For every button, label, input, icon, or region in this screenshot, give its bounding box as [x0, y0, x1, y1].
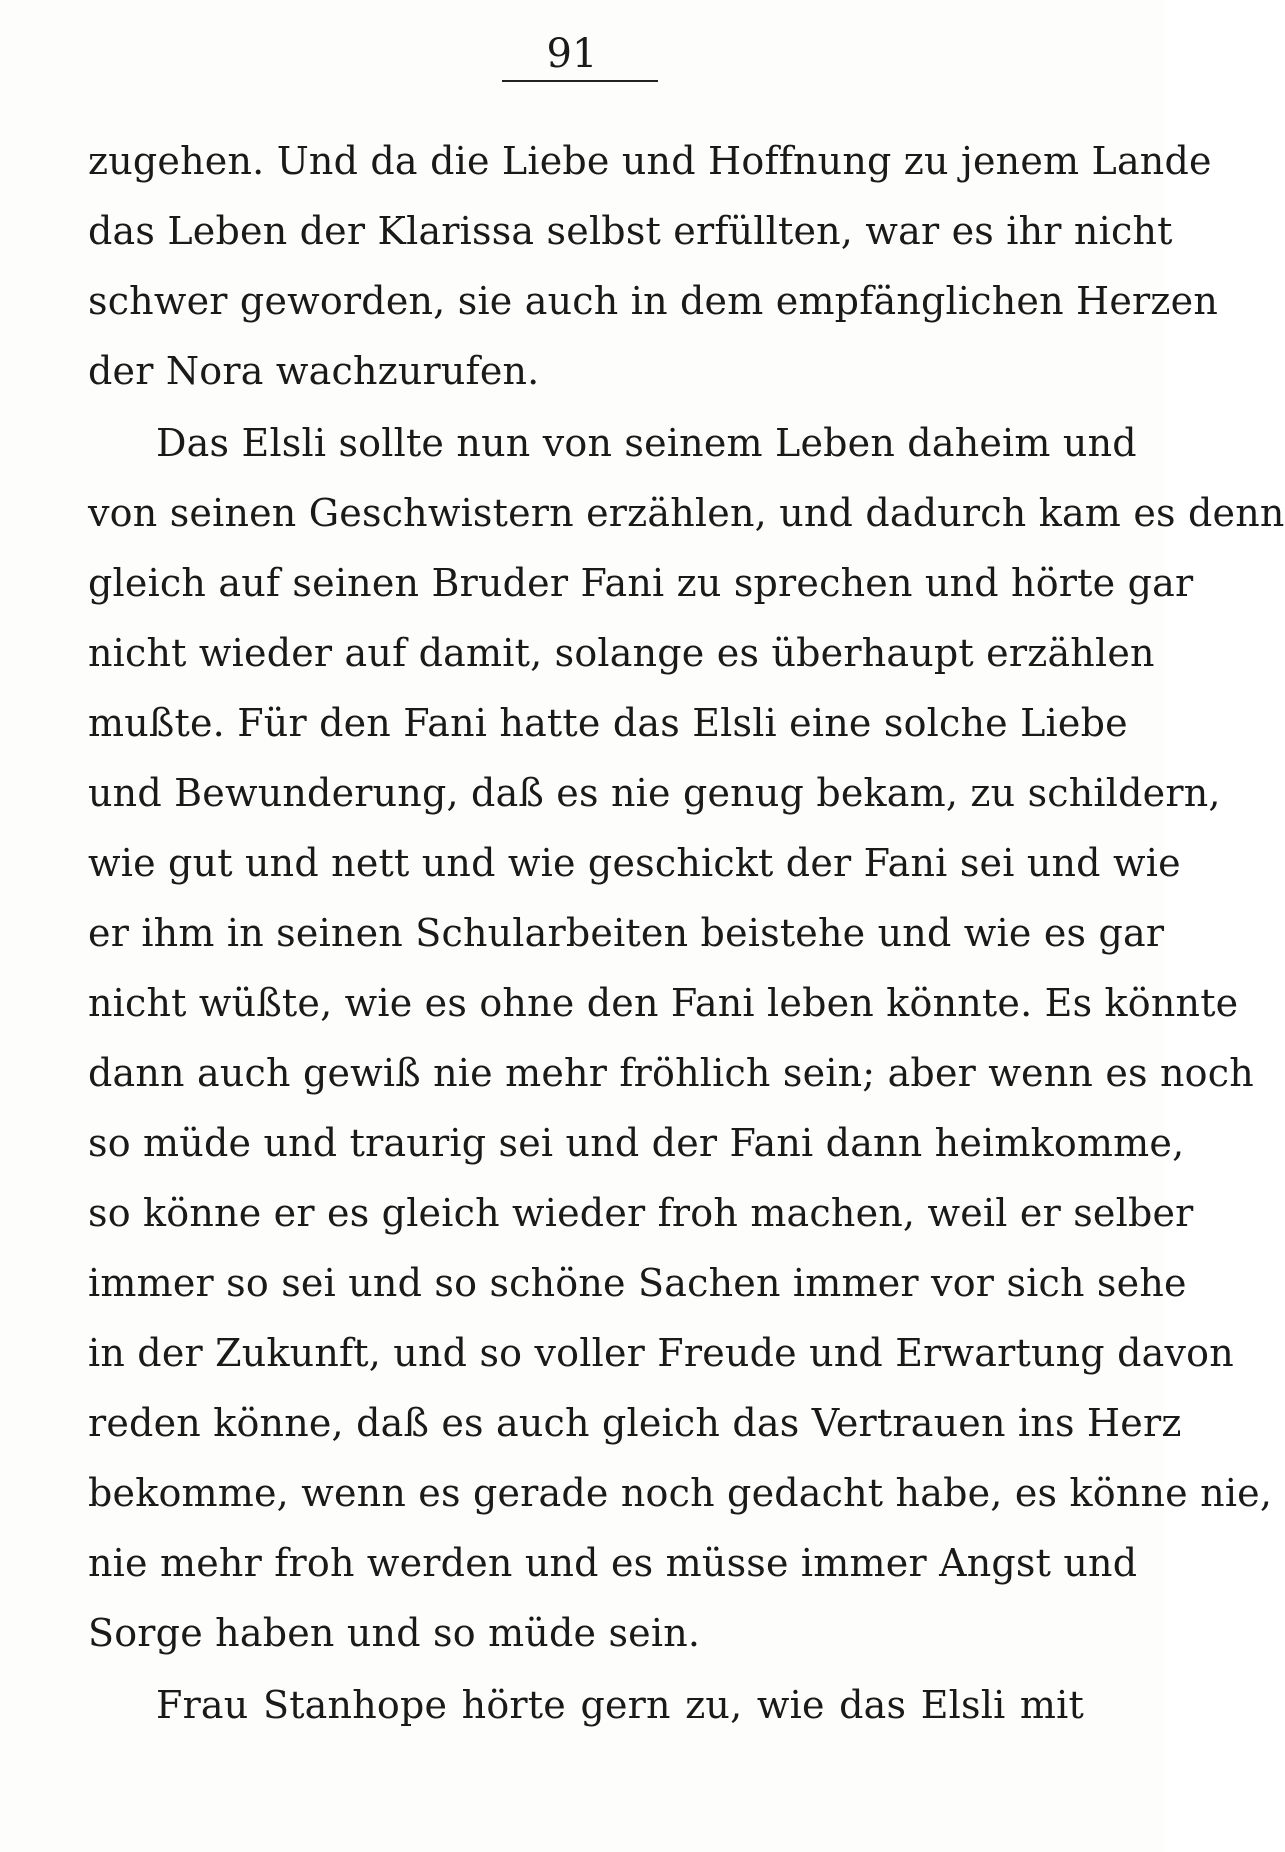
text-line: wie gut und nett und wie geschickt der Fani sei und wie	[88, 841, 1181, 885]
text-line: reden könne, daß es auch gleich das Vertrauen ins Herz	[88, 1401, 1182, 1445]
text-line: und Bewunderung, daß es nie genug bekam, zu schildern,	[88, 771, 1221, 815]
text-line: gleich auf seinen Bruder Fani zu sprechen und hörte gar	[88, 561, 1194, 605]
text-line: das Leben der Klarissa selbst erfüllten, war es ihr nicht	[88, 209, 1173, 253]
text-line: nicht wieder auf damit, solange es überhaupt erzählen	[88, 631, 1155, 675]
text-line: so müde und traurig sei und der Fani dann heimkomme,	[88, 1121, 1185, 1165]
text-line: Sorge haben und so müde sein.	[88, 1611, 701, 1655]
text-line: schwer geworden, sie auch in dem empfänglichen Herzen	[88, 279, 1219, 323]
text-line: Frau Stanhope hörte gern zu, wie das Elsli mit	[156, 1683, 1084, 1727]
text-line: er ihm in seinen Schularbeiten beistehe und wie es gar	[88, 911, 1165, 955]
text-line: Das Elsli sollte nun von seinem Leben daheim und	[156, 421, 1137, 465]
text-line: immer so sei und so schöne Sachen immer vor sich sehe	[88, 1261, 1187, 1305]
text-line: in der Zukunft, und so voller Freude und Erwartung davon	[88, 1331, 1234, 1375]
body-text	[88, 126, 1285, 1740]
text-line: nicht wüßte, wie es ohne den Fani leben könnte. Es könnte	[88, 981, 1239, 1025]
text-line: von seinen Geschwistern erzählen, und dadurch kam es denn	[88, 491, 1285, 535]
text-line: zugehen. Und da die Liebe und Hoffnung zu jenem Lande	[88, 139, 1212, 183]
text-line: so könne er es gleich wieder froh machen, weil er selber	[88, 1191, 1194, 1235]
text-line: der Nora wachzurufen.	[88, 349, 540, 393]
text-line: nie mehr froh werden und es müsse immer Angst und	[88, 1541, 1138, 1585]
text-line: dann auch gewiß nie mehr fröhlich sein; aber wenn es noch	[88, 1051, 1254, 1095]
page-number: 91	[546, 31, 598, 77]
text-line: mußte. Für den Fani hatte das Elsli eine solche Liebe	[88, 701, 1128, 745]
page-number-rule	[502, 80, 658, 82]
text-line: bekomme, wenn es gerade noch gedacht habe, es könne nie,	[88, 1471, 1273, 1515]
